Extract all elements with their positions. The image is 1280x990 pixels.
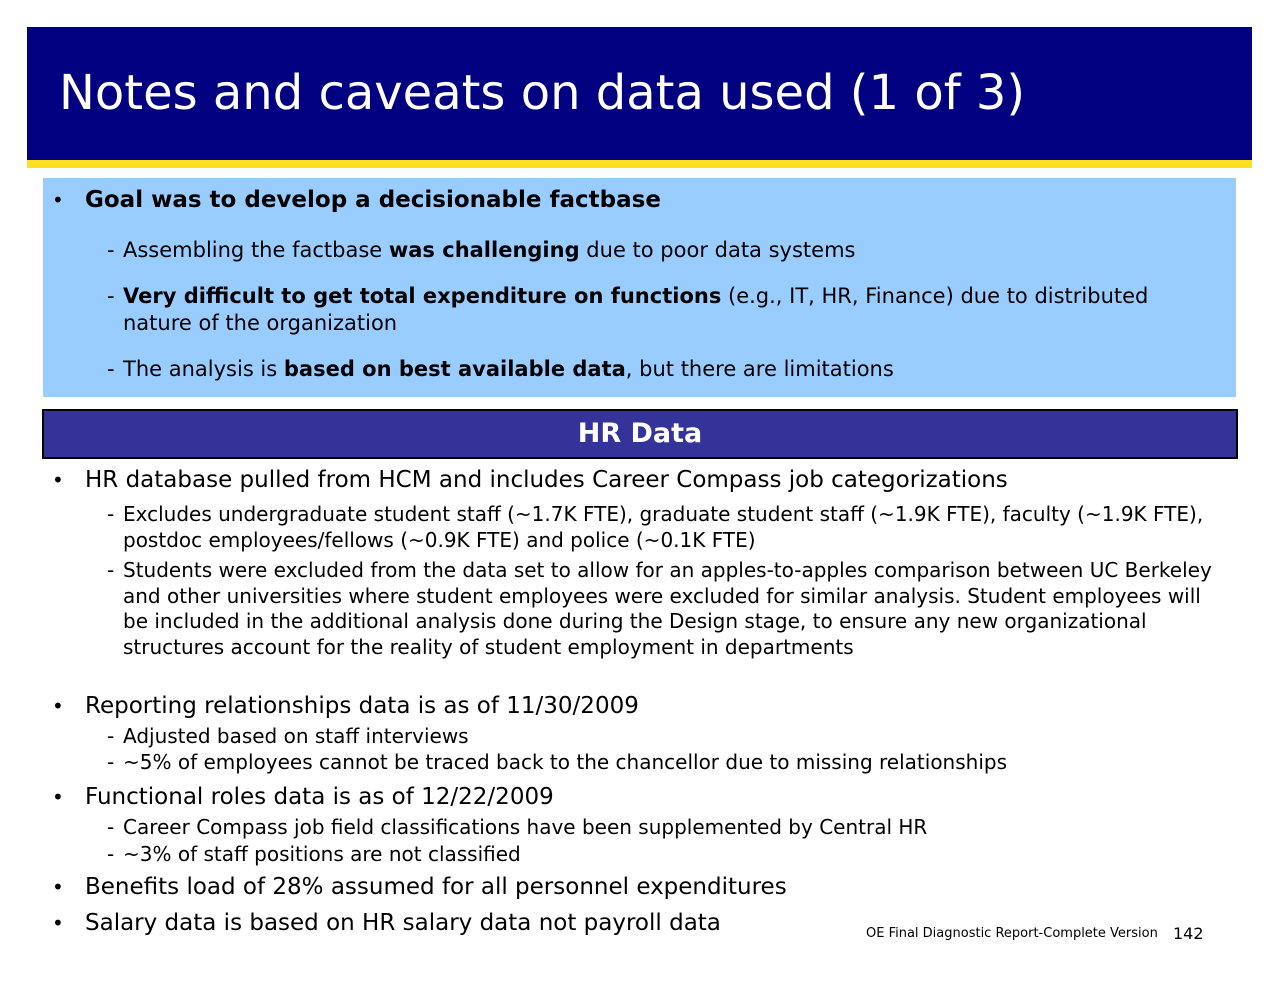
bullet-icon: • (52, 188, 64, 212)
dash-icon: - (107, 815, 115, 839)
dash-icon: - (107, 357, 115, 381)
hr-sub-text: ~5% of employees cannot be traced back to the chancellor due to missing relationships (123, 750, 1007, 774)
hr-sub-text: Students were excluded from the data set to allow for an apples-to-apples comparison between UC Berkeley and other universities where student employees were excluded for similar analysis. Student employees will be included in the additional analysis done during the Design stage, to ensure any new organizational structures account for the reality of student employment in departments (123, 558, 1212, 659)
goal-sub-bold: based on best available data (283, 357, 626, 381)
bullet-icon: • (52, 911, 64, 935)
goal-sub-item (107, 237, 1222, 264)
hr-bullet-text: HR database pulled from HCM and includes Career Compass job categorizations (85, 467, 1008, 493)
title-underline (27, 160, 1252, 168)
hr-bullet-text: Benefits load of 28% assumed for all personnel expenditures (85, 874, 787, 900)
page-title: Notes and caveats on data used (1 of 3) (59, 65, 1026, 121)
dash-icon: - (107, 750, 115, 774)
hr-sub-item (107, 724, 1222, 750)
title-bar (27, 27, 1252, 160)
hr-sub-text: ~3% of staff positions are not classified (123, 842, 521, 866)
goal-sub-text: , but there are limitations (625, 357, 894, 381)
bullet-icon: • (52, 694, 64, 718)
dash-icon: - (107, 502, 115, 526)
hr-bullet-text: Salary data is based on HR salary data not payroll data (85, 910, 721, 936)
hr-sub-item (107, 558, 1222, 660)
dash-icon: - (107, 558, 115, 582)
dash-icon: - (107, 842, 115, 866)
hr-sub-text: Adjusted based on staff interviews (123, 724, 469, 748)
goal-heading: Goal was to develop a decisionable factbase (85, 187, 661, 213)
hr-sub-item (107, 750, 1222, 776)
hr-data-header: HR Data (42, 409, 1238, 459)
hr-sub-item (107, 502, 1222, 553)
hr-bullet-text: Reporting relationships data is as of 11/30/2009 (85, 693, 639, 719)
goal-sub-text: (e.g., IT, HR, Finance) due to distributed nature of the organization (123, 284, 1149, 335)
hr-bullet-text: Functional roles data is as of 12/22/2009 (85, 784, 554, 810)
dash-icon: - (107, 724, 115, 748)
hr-sub-item (107, 815, 1222, 841)
hr-sub-text: Excludes undergraduate student staff (~1.7K FTE), graduate student staff (~1.9K FTE), faculty (~1.9K FTE), postdoc employees/fellows (~0.9K FTE) and police (~0.1K FTE) (123, 502, 1204, 552)
bullet-icon: • (52, 785, 64, 809)
footer-report-name: OE Final Diagnostic Report-Complete Version (866, 926, 1158, 941)
goal-sub-bold: Very difficult to get total expenditure on functions (123, 284, 722, 308)
page-number: 142 (1173, 924, 1204, 943)
bullet-icon: • (52, 468, 64, 492)
bullet-icon: • (52, 875, 64, 899)
goal-sub-item (107, 356, 1222, 383)
goal-sub-item (107, 283, 1222, 337)
goal-sub-text: due to poor data systems (579, 238, 856, 262)
dash-icon: - (107, 238, 115, 262)
goal-sub-text: Assembling the factbase (123, 238, 389, 262)
goal-sub-text: The analysis is (123, 357, 284, 381)
dash-icon: - (107, 284, 115, 308)
goal-sub-bold: was challenging (388, 238, 580, 262)
hr-sub-item (107, 842, 1222, 868)
hr-sub-text: Career Compass job field classifications have been supplemented by Central HR (123, 815, 928, 839)
